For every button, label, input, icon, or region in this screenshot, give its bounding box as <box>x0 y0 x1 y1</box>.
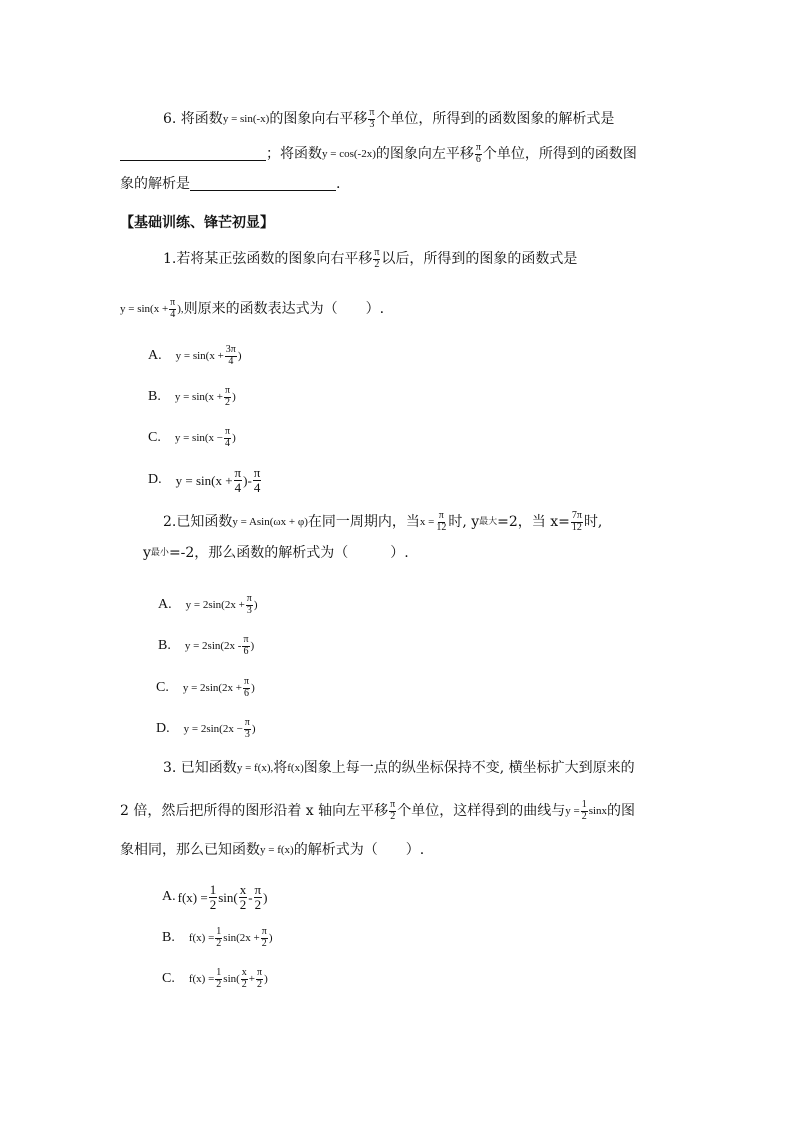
option-label: C. <box>148 430 161 445</box>
q2-text: 时, <box>583 514 603 530</box>
fraction: $\frac{\pi}{2}$ <box>225 385 231 408</box>
fraction: $\frac{1}{2}$ <box>216 967 222 990</box>
q1-math: y = sin(x + <box>120 302 169 315</box>
answer-blank[interactable] <box>120 148 266 161</box>
q6-line-2 <box>120 143 637 165</box>
fraction: $\frac{7\pi}{12}$ <box>571 510 582 533</box>
option-label: A. <box>162 889 176 905</box>
q2-option-c[interactable]: C. y = 2sin(2x + $\frac{\pi}{6}$ ) <box>156 676 255 699</box>
fraction: $\frac{\pi}{12}$ <box>436 510 447 533</box>
option-label: C. <box>156 680 169 695</box>
q6-text: ；将函数 <box>266 146 322 162</box>
fraction: $\frac{\pi}{2}$ <box>390 799 396 822</box>
q3-text: 图象上每一点的纵坐标保持不变, 横坐标扩大到原来的 <box>303 760 635 776</box>
fraction: $\frac{1}{2}$ <box>209 882 217 912</box>
q3-text: 个单位，这样得到的曲线与 <box>397 803 566 819</box>
q2-option-b[interactable]: B. y = 2sin(2x - $\frac{\pi}{6}$ ) <box>158 634 255 657</box>
q2-line-1 <box>163 511 602 533</box>
q1-text: 1.若将某正弦函数的图象向右平移 <box>163 251 373 267</box>
q6-math: y = cos(-2x) <box>322 147 376 160</box>
fraction: $\frac{1}{2}$ <box>581 799 587 822</box>
option-label: B. <box>158 638 171 653</box>
fraction: $\frac{\pi}{4}$ <box>234 465 242 495</box>
q3-text: 将 <box>273 760 288 776</box>
q3-text: 3. 已知函数 <box>163 760 237 776</box>
fraction: $\frac{\pi}{6}$ <box>244 676 250 699</box>
q6-text: 个单位，所得到的函数图象的解析式是 <box>376 111 615 127</box>
fraction: $\frac{\pi}{3}$ <box>369 107 375 130</box>
fraction: $\frac{\pi}{3}$ <box>244 717 250 740</box>
option-label: B. <box>162 930 175 945</box>
fraction: $\frac{\pi}{2}$ <box>261 926 267 949</box>
q2-text: y <box>143 545 151 561</box>
q6-math: y = sin(-x) <box>222 112 270 125</box>
option-label: D. <box>156 721 170 736</box>
q3-math: y = <box>565 804 580 817</box>
q2-option-d[interactable]: D. y = 2sin(2x − $\frac{\pi}{3}$ ) <box>156 717 256 740</box>
q6-text: 的图象向右平移 <box>269 111 368 127</box>
fraction: $\frac{\pi}{3}$ <box>246 593 252 616</box>
q2-math: y = Asin(ωx + φ) <box>232 515 308 528</box>
q1-option-d[interactable]: D. y = sin(x + $\frac{\pi}{4}$ )- $\frac{\pi}{4}$ <box>148 465 261 495</box>
q3-line-3 <box>120 843 424 857</box>
q3-option-c[interactable]: C. f(x) = $\frac{1}{2}$ sin( $\frac{x}{2}$ + $\frac{\pi}{2}$ ) <box>162 967 268 990</box>
option-label: A. <box>158 597 172 612</box>
fraction: $\frac{\pi}{6}$ <box>243 634 249 657</box>
q2-line-2 <box>143 546 409 560</box>
q1-line-1 <box>163 248 577 270</box>
q6-text: . <box>336 176 341 192</box>
q3-line-1 <box>163 761 635 775</box>
q6-text: 6. 将函数 <box>163 111 223 127</box>
option-label: D. <box>148 472 162 488</box>
q2-math: x = <box>419 515 435 528</box>
option-label: C. <box>162 971 175 986</box>
fraction: $\frac{\pi}{4}$ <box>225 426 231 449</box>
q1-line-2 <box>120 298 384 320</box>
q2-text: =-2，那么函数的解析式为（ ）. <box>168 545 409 561</box>
fraction: $\frac{\pi}{6}$ <box>475 142 481 165</box>
subscript: 最大 <box>479 516 498 527</box>
q2-text: 在同一周期内，当 <box>307 514 420 530</box>
q6-line-1 <box>163 108 614 130</box>
fraction: $\frac{3\pi}{4}$ <box>225 344 236 367</box>
q1-math: ), <box>177 302 184 315</box>
fraction: $\frac{\pi}{4}$ <box>253 465 261 495</box>
q2-text: 时, y <box>448 514 480 530</box>
fraction: $\frac{x}{2}$ <box>239 882 247 912</box>
answer-blank[interactable] <box>190 178 336 191</box>
q6-text: 的图象向左平移 <box>375 146 474 162</box>
fraction: $\frac{\pi}{2}$ <box>257 967 263 990</box>
q2-text: 2.已知函数 <box>163 514 233 530</box>
q3-math: y = f(x), <box>236 761 274 774</box>
option-label: A. <box>148 348 162 363</box>
q1-option-c[interactable]: C. y = sin(x − $\frac{\pi}{4}$ ) <box>148 426 236 449</box>
q3-text: 2 倍，然后把所得的图形沿着 x 轴向左平移 <box>120 803 389 819</box>
q3-text: 象相同，那么已知函数 <box>120 842 260 858</box>
subscript: 最小 <box>150 547 169 558</box>
q3-text: 的解析式为（ ）. <box>293 842 425 858</box>
fraction: $\frac{\pi}{4}$ <box>170 297 176 320</box>
q3-text: 的图 <box>607 803 636 819</box>
q2-text: =2，当 x= <box>497 514 570 530</box>
option-label: B. <box>148 389 161 404</box>
q3-option-b[interactable]: B. f(x) = $\frac{1}{2}$ sin(2x + $\frac{\pi}{2}$ ) <box>162 926 273 949</box>
q1-text: 则原来的函数表达式为（ ）. <box>183 301 385 317</box>
q6-text: 个单位，所得到的函数图 <box>482 146 637 162</box>
q3-math: sinx <box>588 804 608 817</box>
q6-line-3 <box>120 177 340 191</box>
q3-option-a[interactable]: A. f(x) = $\frac{1}{2}$ sin( $\frac{x}{2}$ - $\frac{\pi}{2}$ ) <box>162 882 268 912</box>
q3-math: f(x) <box>287 761 304 774</box>
q1-option-a[interactable]: A. y = sin(x + $\frac{3\pi}{4}$ ) <box>148 344 242 367</box>
fraction: $\frac{1}{2}$ <box>216 926 222 949</box>
fraction: $\frac{x}{2}$ <box>241 967 247 990</box>
q1-text: 以后，所得到的图象的函数式是 <box>381 251 578 267</box>
q3-line-2 <box>120 800 635 822</box>
q1-option-b[interactable]: B. y = sin(x + $\frac{\pi}{2}$ ) <box>148 385 236 408</box>
fraction: $\frac{\pi}{2}$ <box>374 247 380 270</box>
fraction: $\frac{\pi}{2}$ <box>254 882 262 912</box>
section-title: 【基础训练、锋芒初显】 <box>120 215 274 231</box>
q2-option-a[interactable]: A. y = 2sin(2x + $\frac{\pi}{3}$ ) <box>158 593 258 616</box>
q6-text: 象的解析是 <box>120 176 190 192</box>
q3-math: y = f(x) <box>260 843 294 856</box>
